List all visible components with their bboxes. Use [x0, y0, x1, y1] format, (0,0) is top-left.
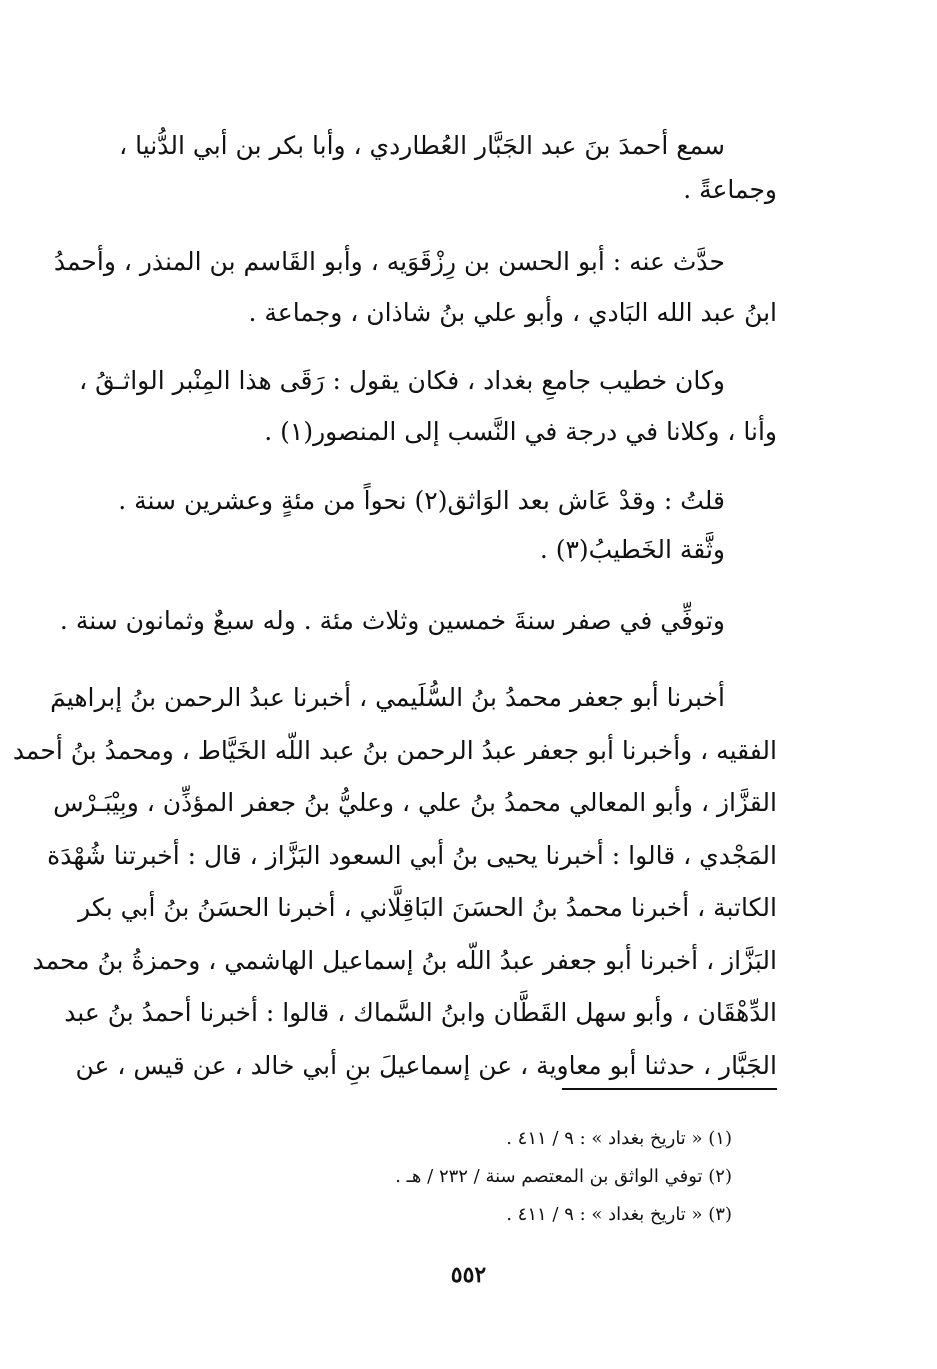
hadith-line-4: المَجْدي ، قالوا : أخبرنا يحيى بنُ أبي السعود البَزَّاز ، قال : أخبرتنا شُهْدَة	[47, 840, 777, 870]
hadith-line-6: البَزَّاز ، أخبرنا أبو جعفر عبدُ اللّه بنُ إسماعيل الهاشمي ، وحمزةُ بنُ محمد	[32, 945, 777, 975]
hadith-chain-paragraph	[12, 672, 777, 1092]
paragraph-1-line-1: سمع أحمدَ بنَ عبد الجَبَّار العُطاردي ، وأبا بكر بن أبي الدُّنيا ،	[119, 131, 725, 160]
paragraph-3-line-1: وكان خطيب جامعِ بغداد ، فكان يقول : رَقَى هذا المِنْبر الواثـقُ ،	[79, 366, 725, 395]
paragraph-2-line-1: حدَّث عنه : أبو الحسن بن رِزْقَوَيه ، وأبو القَاسم بن المنذر ، وأحمدُ	[53, 247, 725, 276]
hadith-line-3: القزَّاز ، وأبو المعالي محمدُ بنُ علي ، وعليُّ بنُ جعفر المؤذِّن ، وبِيْبَـرْس	[53, 788, 777, 817]
paragraph-3-line-2: وأنا ، وكلانا في درجة في النَّسب إلى المنصور(١) .	[264, 417, 777, 446]
footnote-separator	[562, 1088, 777, 1090]
paragraph-2-line-2: ابنُ عبد الله البَادي ، وأبو علي بنُ شاذان ، وجماعة .	[248, 298, 777, 327]
paragraph-4-line-1: قلتُ : وقدْ عَاش بعد الوَاثق(٢) نحواً من مئةٍ وعشرين سنة .	[118, 486, 725, 515]
paragraph-1-line-2: وجماعةً .	[683, 175, 777, 204]
footnotes	[172, 1120, 732, 1234]
footnote-2: (٢) توفي الواثق بن المعتصم سنة / ٢٣٢ / هـ .	[395, 1166, 732, 1187]
page-number: ٥٥٢	[450, 1262, 487, 1288]
footnote-1: (١) « تاريخ بغداد » : ٩ / ٤١١ .	[506, 1128, 732, 1149]
hadith-line-1: أخبرنا أبو جعفر محمدُ بنُ السُّلَيمي ، أخبرنا عبدُ الرحمن بنُ إبراهيمَ	[50, 683, 725, 712]
paragraph-4-line-2: وثَّقة الخَطيبُ(٣) .	[539, 535, 725, 564]
footnote-3: (٣) « تاريخ بغداد » : ٩ / ٤١١ .	[506, 1204, 732, 1225]
hadith-line-5: الكاتبة ، أخبرنا محمدُ بنُ الحسَنَ البَاقِلَّاني ، أخبرنا الحسَنُ بنُ أبي بكر	[78, 893, 777, 922]
hadith-line-8: الجَبَّار ، حدثنا أبو معاوية ، عن إسماعيلَ بنِ أبي خالد ، عن قيس ، عن	[75, 1050, 777, 1080]
hadith-line-2: الفقيه ، وأخبرنا أبو جعفر عبدُ الرحمن بنُ عبد اللّه الخَيَّاط ، ومحمدُ بنُ أحمد	[12, 735, 777, 765]
hadith-line-7: الدِّهْقَان ، وأبو سهل القَطَّان وابنُ السَّماك ، قالوا : أخبرنا أحمدُ بنُ عبد	[64, 998, 777, 1027]
paragraph-5-line-1: وتوفِّي في صفر سنةَ خمسين وثلاث مئة . وله سبعٌ وثمانون سنة .	[59, 606, 725, 635]
